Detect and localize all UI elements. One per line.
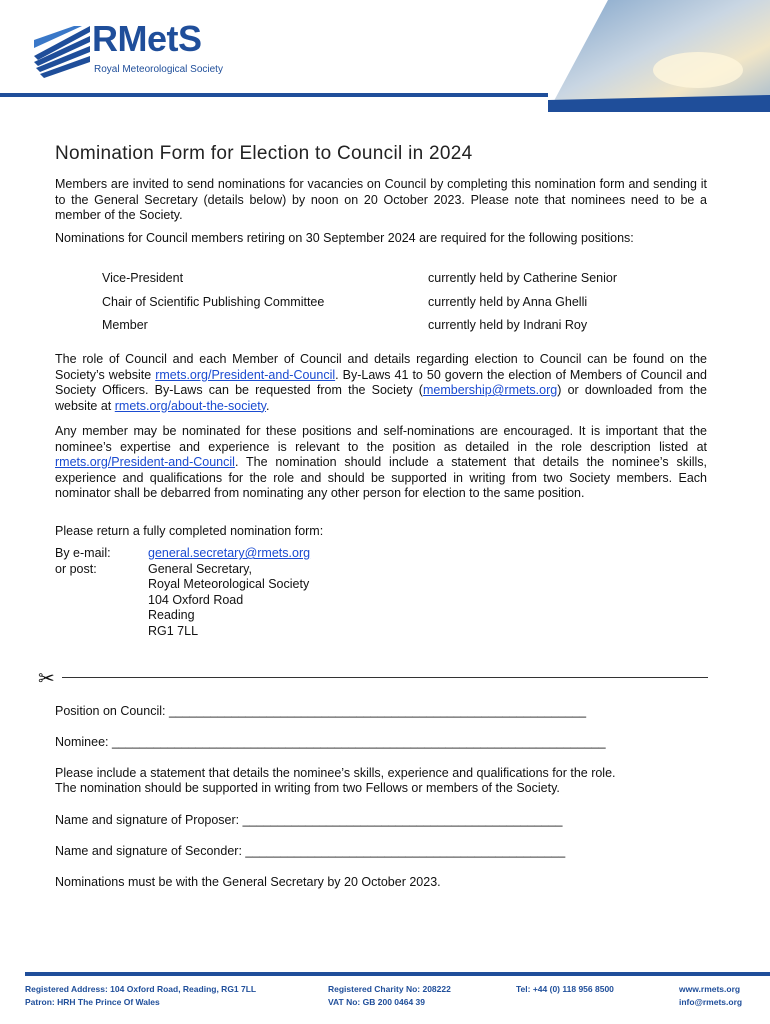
address-line: General Secretary, <box>148 561 252 576</box>
position-holder: currently held by Indrani Roy <box>428 318 588 332</box>
logo-subtitle: Royal Meteorological Society <box>94 64 223 75</box>
role-paragraph <box>55 352 707 414</box>
position-holder: currently held by Catherine Senior <box>428 271 617 285</box>
position-name: Chair of Scientific Publishing Committee <box>102 295 325 309</box>
logo-title: RMetS <box>92 18 202 59</box>
footer-patron: Patron: HRH The Prince Of Wales <box>25 997 160 1007</box>
position-name: Member <box>102 318 148 332</box>
position-field[interactable]: Position on Council: ____________________________________________________________ <box>55 704 587 718</box>
about-society-link[interactable]: rmets.org/about-the-society <box>114 398 266 413</box>
intro-paragraph <box>55 177 707 224</box>
positions-intro-text: Nominations for Council members retiring on 30 September 2024 are required for the following positions: <box>55 231 634 245</box>
header-rule <box>0 93 548 97</box>
deadline-note: Nominations must be with the General Secretary by 20 October 2023. <box>55 875 441 889</box>
nomination-paragraph <box>55 424 707 502</box>
rmets-logo <box>34 18 254 84</box>
page-title: Nomination Form for Election to Council in 2024 <box>55 143 473 164</box>
footer-address-block <box>25 983 256 1009</box>
nomination-text: Any member may be nominated for these positions and self-nominations are encouraged. It is important that the nominee’s expertise and experience is relevant to the position as detailed in the role description listed at <box>55 424 707 454</box>
intro-text: Members are invited to send nominations for vacancies on Council by completing this nomination form and sending it to the General Secretary (details below) by noon on 20 October 2023. Please note that nominees need to be a member of the Society. <box>55 177 707 222</box>
seconder-field[interactable]: Name and signature of Seconder: ______________________________________________ <box>55 844 566 858</box>
footer-website[interactable]: www.rmets.org <box>679 984 741 994</box>
president-council-link[interactable]: rmets.org/President-and-Council <box>155 367 336 382</box>
footer-address: Registered Address: 104 Oxford Road, Reading, RG1 7LL <box>25 984 257 994</box>
footer-email[interactable]: info@rmets.org <box>679 997 743 1007</box>
general-secretary-email-link[interactable]: general.secretary@rmets.org <box>148 546 311 560</box>
email-label: By e-mail: <box>55 546 111 560</box>
footer-rule <box>25 972 770 976</box>
cut-line <box>62 677 708 678</box>
scissors-icon: ✂ <box>38 668 55 690</box>
address-line: RG1 7LL <box>148 623 199 638</box>
footer-charity: Registered Charity No: 208222 <box>328 984 451 994</box>
role-text: The role of Council and each Member of Council and details regarding election to Council can be found on the Society’s website <box>55 352 707 382</box>
return-text: Please return a fully completed nomination form: <box>55 524 324 538</box>
role-text: . <box>266 398 270 413</box>
position-holder: currently held by Anna Ghelli <box>428 295 588 309</box>
support-instruction: The nomination should be supported in writing from two Fellows or members of the Society. <box>55 781 560 795</box>
position-name: Vice-President <box>102 271 184 285</box>
contact-details <box>148 546 310 639</box>
contact-labels <box>55 546 111 577</box>
proposer-field[interactable]: Name and signature of Proposer: ______________________________________________ <box>55 813 563 827</box>
rmets-emblem-icon <box>34 26 90 78</box>
sky-banner-image <box>548 0 770 112</box>
footer-charity-block <box>328 983 451 1009</box>
nomination-text: . The nomination should include a statement that details the nominee’s skills, experience and qualifications for the role and should be supported in writing from two Society members. Each nominator shall be debarred from nominating any other person for election to the same position. <box>55 455 707 500</box>
footer-vat: VAT No: GB 200 0464 39 <box>328 997 426 1007</box>
footer-tel: Tel: +44 (0) 118 956 8500 <box>516 984 614 994</box>
post-label: or post: <box>55 561 97 576</box>
role-text: . By-Laws 41 to 50 govern the election of Members of Council and Society Officers. By-Laws can be requested from the Society ( <box>55 367 707 397</box>
footer-web-block <box>679 983 742 1009</box>
positions-intro <box>55 231 707 247</box>
nominee-field[interactable]: Nominee: _______________________________________________________________________ <box>55 735 606 749</box>
role-text: ) or downloaded from the website at <box>55 383 707 413</box>
statement-instruction: Please include a statement that details the nominee’s skills, experience and qualifications for the role. <box>55 766 616 780</box>
address-line: Royal Meteorological Society <box>148 577 310 591</box>
membership-email-link[interactable]: membership@rmets.org <box>422 383 558 397</box>
footer-tel-block <box>516 983 614 996</box>
president-council-link[interactable]: rmets.org/President-and-Council <box>55 455 235 469</box>
return-instruction <box>55 524 707 540</box>
address-line: 104 Oxford Road <box>148 592 244 607</box>
address-line: Reading <box>148 608 195 622</box>
